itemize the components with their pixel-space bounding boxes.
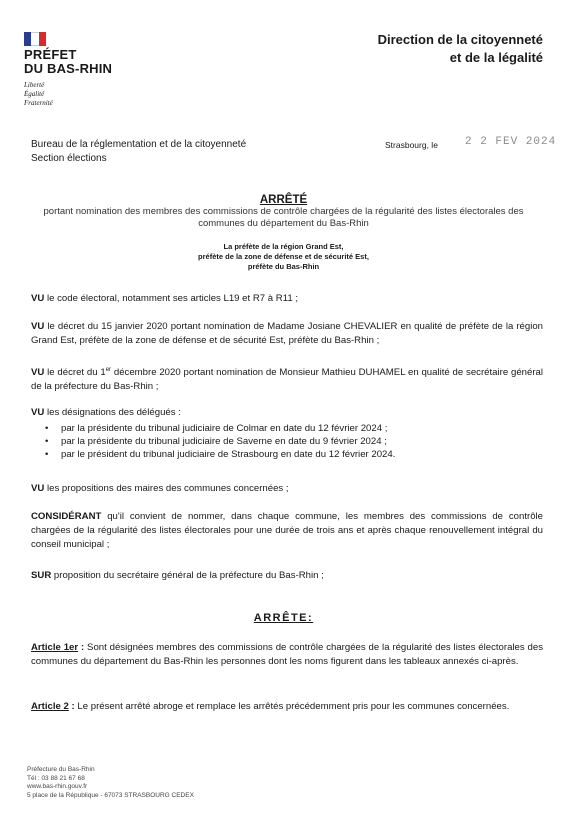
considerant-text: qu'il convient de nommer, dans chaque commune, les membres des commissions de contrôle chargées de la régularité des listes électorales pour une durée de trois ans et après chaque renouvellement intégral du conseil municipal ;	[31, 511, 543, 550]
marianne-flag-logo	[24, 32, 46, 46]
article-1-text: Sont désignées membres des commissions de contrôle chargées de la régularité des listes électorales des communes du département du Bas-Rhin les personnes dont les noms figurent dans les tableaux annexés ci-après.	[31, 642, 543, 667]
flag-red-stripe	[39, 32, 46, 46]
vu-text: les désignations des délégués :	[44, 407, 181, 418]
list-item: • par la présidente du tribunal judiciaire de Saverne en date du 9 février 2024 ;	[45, 435, 525, 448]
motto-egalite: Égalité	[24, 90, 45, 98]
direction-line-2: et de la légalité	[449, 50, 543, 65]
footer-website-link[interactable]: www.bas-rhin.gouv.fr	[27, 783, 88, 790]
article-2	[31, 700, 543, 714]
considerant-keyword: CONSIDÉRANT	[31, 511, 102, 522]
vu-decret-prefete	[31, 320, 543, 348]
list-item: • par le président du tribunal judiciaire de Strasbourg en date du 12 février 2024.	[45, 448, 525, 461]
flag-white-stripe	[31, 32, 38, 46]
prefete-line-1: La préfète de la région Grand Est,	[223, 242, 344, 251]
footer-line: 5 place de la République - 67073 STRASBOURG CEDEX	[27, 791, 194, 799]
vu-keyword: VU	[31, 321, 45, 332]
sur-text: proposition du secrétaire général de la préfecture du Bas-Rhin ;	[51, 570, 324, 581]
republic-motto	[24, 81, 53, 108]
date-place: Strasbourg, le	[385, 140, 438, 150]
vu-text-sup: er	[105, 367, 112, 373]
vu-code-electoral	[31, 292, 543, 306]
direction-line-1: Direction de la citoyenneté	[377, 32, 543, 47]
vu-propositions	[31, 482, 543, 496]
list-item: • par la présidente du tribunal judiciaire de Colmar en date du 12 février 2024 ;	[45, 422, 525, 435]
arrete-heading: ARRÊTE:	[253, 612, 314, 624]
vu-keyword: VU	[31, 367, 45, 379]
article-1-label: Article 1er	[31, 642, 79, 653]
vu-keyword: VU	[31, 293, 45, 304]
article-2-label: Article 2	[31, 701, 69, 712]
article-1	[31, 641, 543, 669]
date-stamp: 2 2 FEV 2024	[465, 136, 557, 148]
prefete-line-2: préfète de la zone de défense et de sécurité Est,	[198, 252, 369, 261]
direction-heading	[378, 31, 543, 67]
vu-keyword: VU	[31, 483, 45, 494]
vu-keyword: VU	[31, 407, 45, 418]
bureau-line-2: Section élections	[31, 153, 107, 164]
flag-blue-stripe	[24, 32, 31, 46]
motto-fraternite: Fraternité	[24, 99, 53, 107]
article-1-colon: :	[78, 642, 88, 653]
vu-text: le décret du 15 janvier 2020 portant nomination de Madame Josiane CHEVALIER en qualité de préfète de la région Grand Est, préfète de la zone de défense et de sécurité Est, préfète du Bas-Rhin ;	[31, 321, 543, 346]
document-subtitle: portant nomination des membres des commissions de contrôle chargées de la régularité des listes électorales des communes du département du Bas-Rhin	[43, 206, 524, 229]
vu-text-after: décembre 2020 portant nomination de Monsieur Mathieu DUHAMEL en qualité de secrétaire général de la préfecture du Bas-Rhin ;	[31, 367, 543, 393]
designations-list	[45, 422, 525, 461]
footer-line: Préfecture du Bas-Rhin	[27, 766, 95, 773]
bureau-line-1: Bureau de la réglementation et de la citoyenneté	[31, 139, 247, 150]
prefete-line-3: préfète du Bas-Rhin	[247, 262, 320, 271]
motto-liberte: Liberté	[24, 81, 45, 89]
document-title: ARRÊTÉ	[259, 194, 308, 206]
vu-designations	[31, 406, 543, 420]
article-2-colon: :	[68, 701, 78, 712]
article-2-text: Le présent arrêté abroge et remplace les arrêtés précédemment pris pour les communes concernées.	[77, 701, 510, 712]
prefet-line-1: PRÉFET	[24, 47, 77, 62]
prefet-line-2: DU BAS-RHIN	[24, 61, 113, 76]
considerant-paragraph	[31, 510, 543, 552]
vu-decret-secretaire	[31, 363, 543, 394]
sur-keyword: SUR	[31, 570, 52, 581]
vu-text: les propositions des maires des communes concernées ;	[44, 483, 289, 494]
bureau-block	[31, 138, 246, 166]
prefete-block	[150, 242, 417, 272]
vu-text: le code électoral, notamment ses articles L19 et R7 à R11 ;	[44, 293, 298, 304]
sur-paragraph	[31, 569, 543, 583]
prefet-logo-text	[24, 48, 112, 76]
footer-address	[27, 766, 194, 800]
footer-line: Tél : 03 88 21 67 68	[27, 774, 85, 782]
vu-text-before: le décret du 1	[44, 367, 106, 379]
